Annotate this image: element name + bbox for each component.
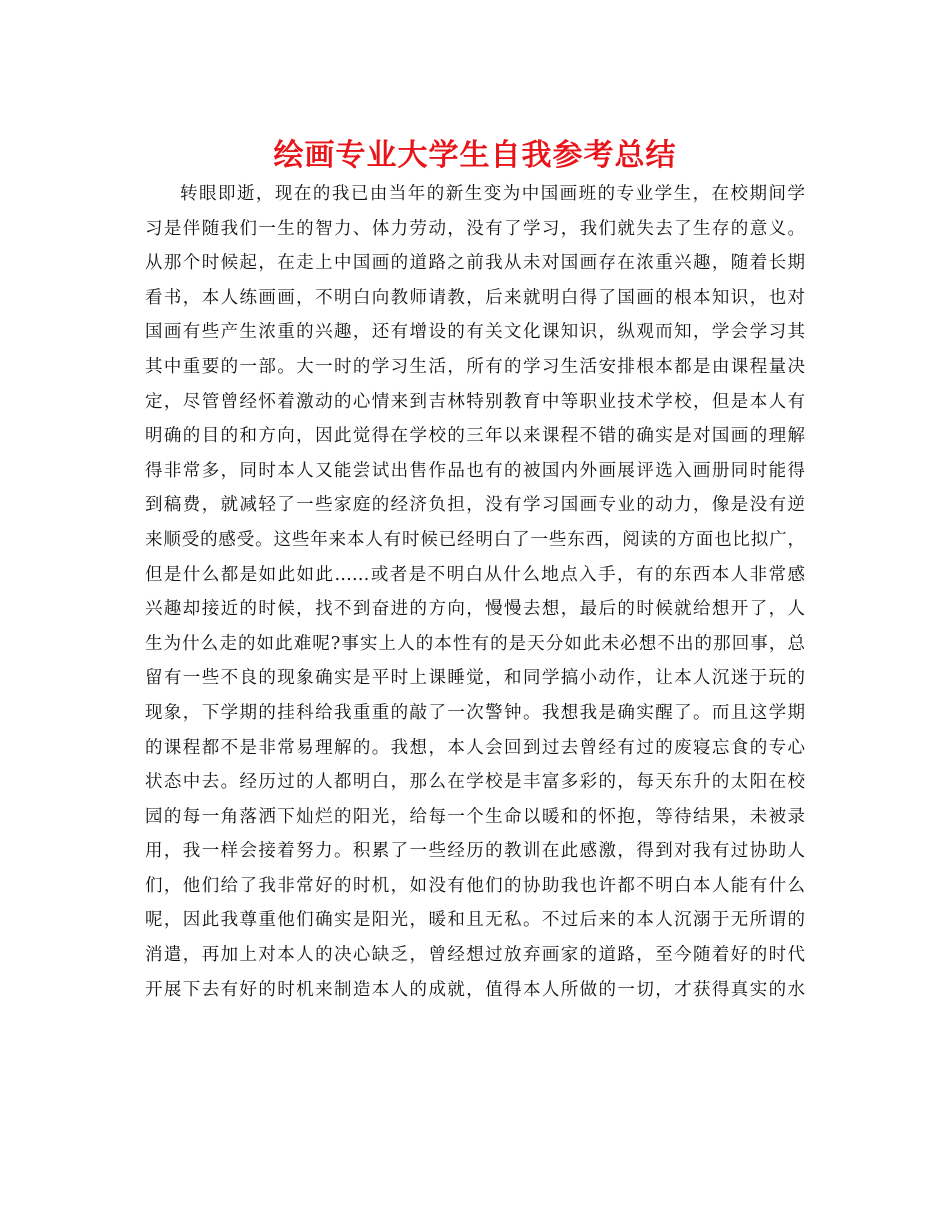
text-line: 到稿费，就减轻了一些家庭的经济负担，没有学习国画专业的动力，像是没有逆	[145, 495, 805, 516]
text-line: 留有一些不良的现象确实是平时上课睡觉，和同学搞小动作，让本人沉迷于玩的	[145, 668, 805, 689]
text-line: 的课程都不是非常易理解的。我想，本人会回到过去曾经有过的废寝忘食的专心	[145, 737, 805, 758]
text-line: 消遣，再加上对本人的决心缺乏，曾经想过放弃画家的道路，至今随着好的时代	[145, 945, 805, 966]
text-line: 明确的目的和方向，因此觉得在学校的三年以来课程不错的确实是对国画的理解	[145, 426, 805, 447]
text-line: 状态中去。经历过的人都明白，那么在学校是丰富多彩的，每天东升的太阳在校	[145, 772, 805, 793]
text-line: 开展下去有好的时机来制造本人的成就，值得本人所做的一切，才获得真实的水	[145, 979, 805, 1000]
document-body	[145, 177, 805, 1007]
text-line: 生为什么走的如此难呢?事实上人的本性有的是天分如此未必想不出的那回事，总	[145, 633, 805, 654]
text-line: 定，尽管曾经怀着激动的心情来到吉林特别教育中等职业技术学校，但是本人有	[145, 391, 805, 412]
text-line: 其中重要的一部。大一时的学习生活，所有的学习生活安排根本都是由课程量决	[145, 356, 805, 377]
text-line: 看书，本人练画画，不明白向教师请教，后来就明白得了国画的根本知识，也对	[145, 287, 805, 308]
text-line: 习是伴随我们一生的智力、体力劳动，没有了学习，我们就失去了生存的意义。	[145, 218, 805, 239]
text-line: 来顺受的感受。这些年来本人有时候已经明白了一些东西，阅读的方面也比拟广，	[145, 529, 805, 550]
text-line: 从那个时候起，在走上中国画的道路之前我从未对国画存在浓重兴趣，随着长期	[145, 253, 805, 274]
text-line: 得非常多，同时本人又能尝试出售作品也有的被国内外画展评选入画册同时能得	[145, 460, 805, 481]
text-line: 转眼即逝，现在的我已由当年的新生变为中国画班的专业学生，在校期间学	[180, 184, 805, 204]
text-line: 园的每一角落洒下灿烂的阳光，给每一个生命以暖和的怀抱，等待结果，未被录	[145, 806, 805, 827]
text-line: 但是什么都是如此如此……或者是不明白从什么地点入手，有的东西本人非常感	[145, 564, 805, 585]
text-line: 用，我一样会接着努力。积累了一些经历的教训在此感激，得到对我有过协助人	[145, 841, 805, 862]
text-line: 现象，下学期的挂科给我重重的敲了一次警钟。我想我是确实醒了。而且这学期	[145, 702, 805, 723]
document-title: 绘画专业大学生自我参考总结	[273, 138, 677, 173]
text-line: 们，他们给了我非常好的时机，如没有他们的协助我也许都不明白本人能有什么	[145, 875, 805, 896]
text-line: 兴趣却接近的时候，找不到奋进的方向，慢慢去想，最后的时候就给想开了，人	[145, 599, 805, 620]
text-line: 呢，因此我尊重他们确实是阳光，暖和且无私。不过后来的本人沉溺于无所谓的	[145, 910, 805, 931]
text-line: 国画有些产生浓重的兴趣，还有增设的有关文化课知识，纵观而知，学会学习其	[145, 322, 805, 343]
